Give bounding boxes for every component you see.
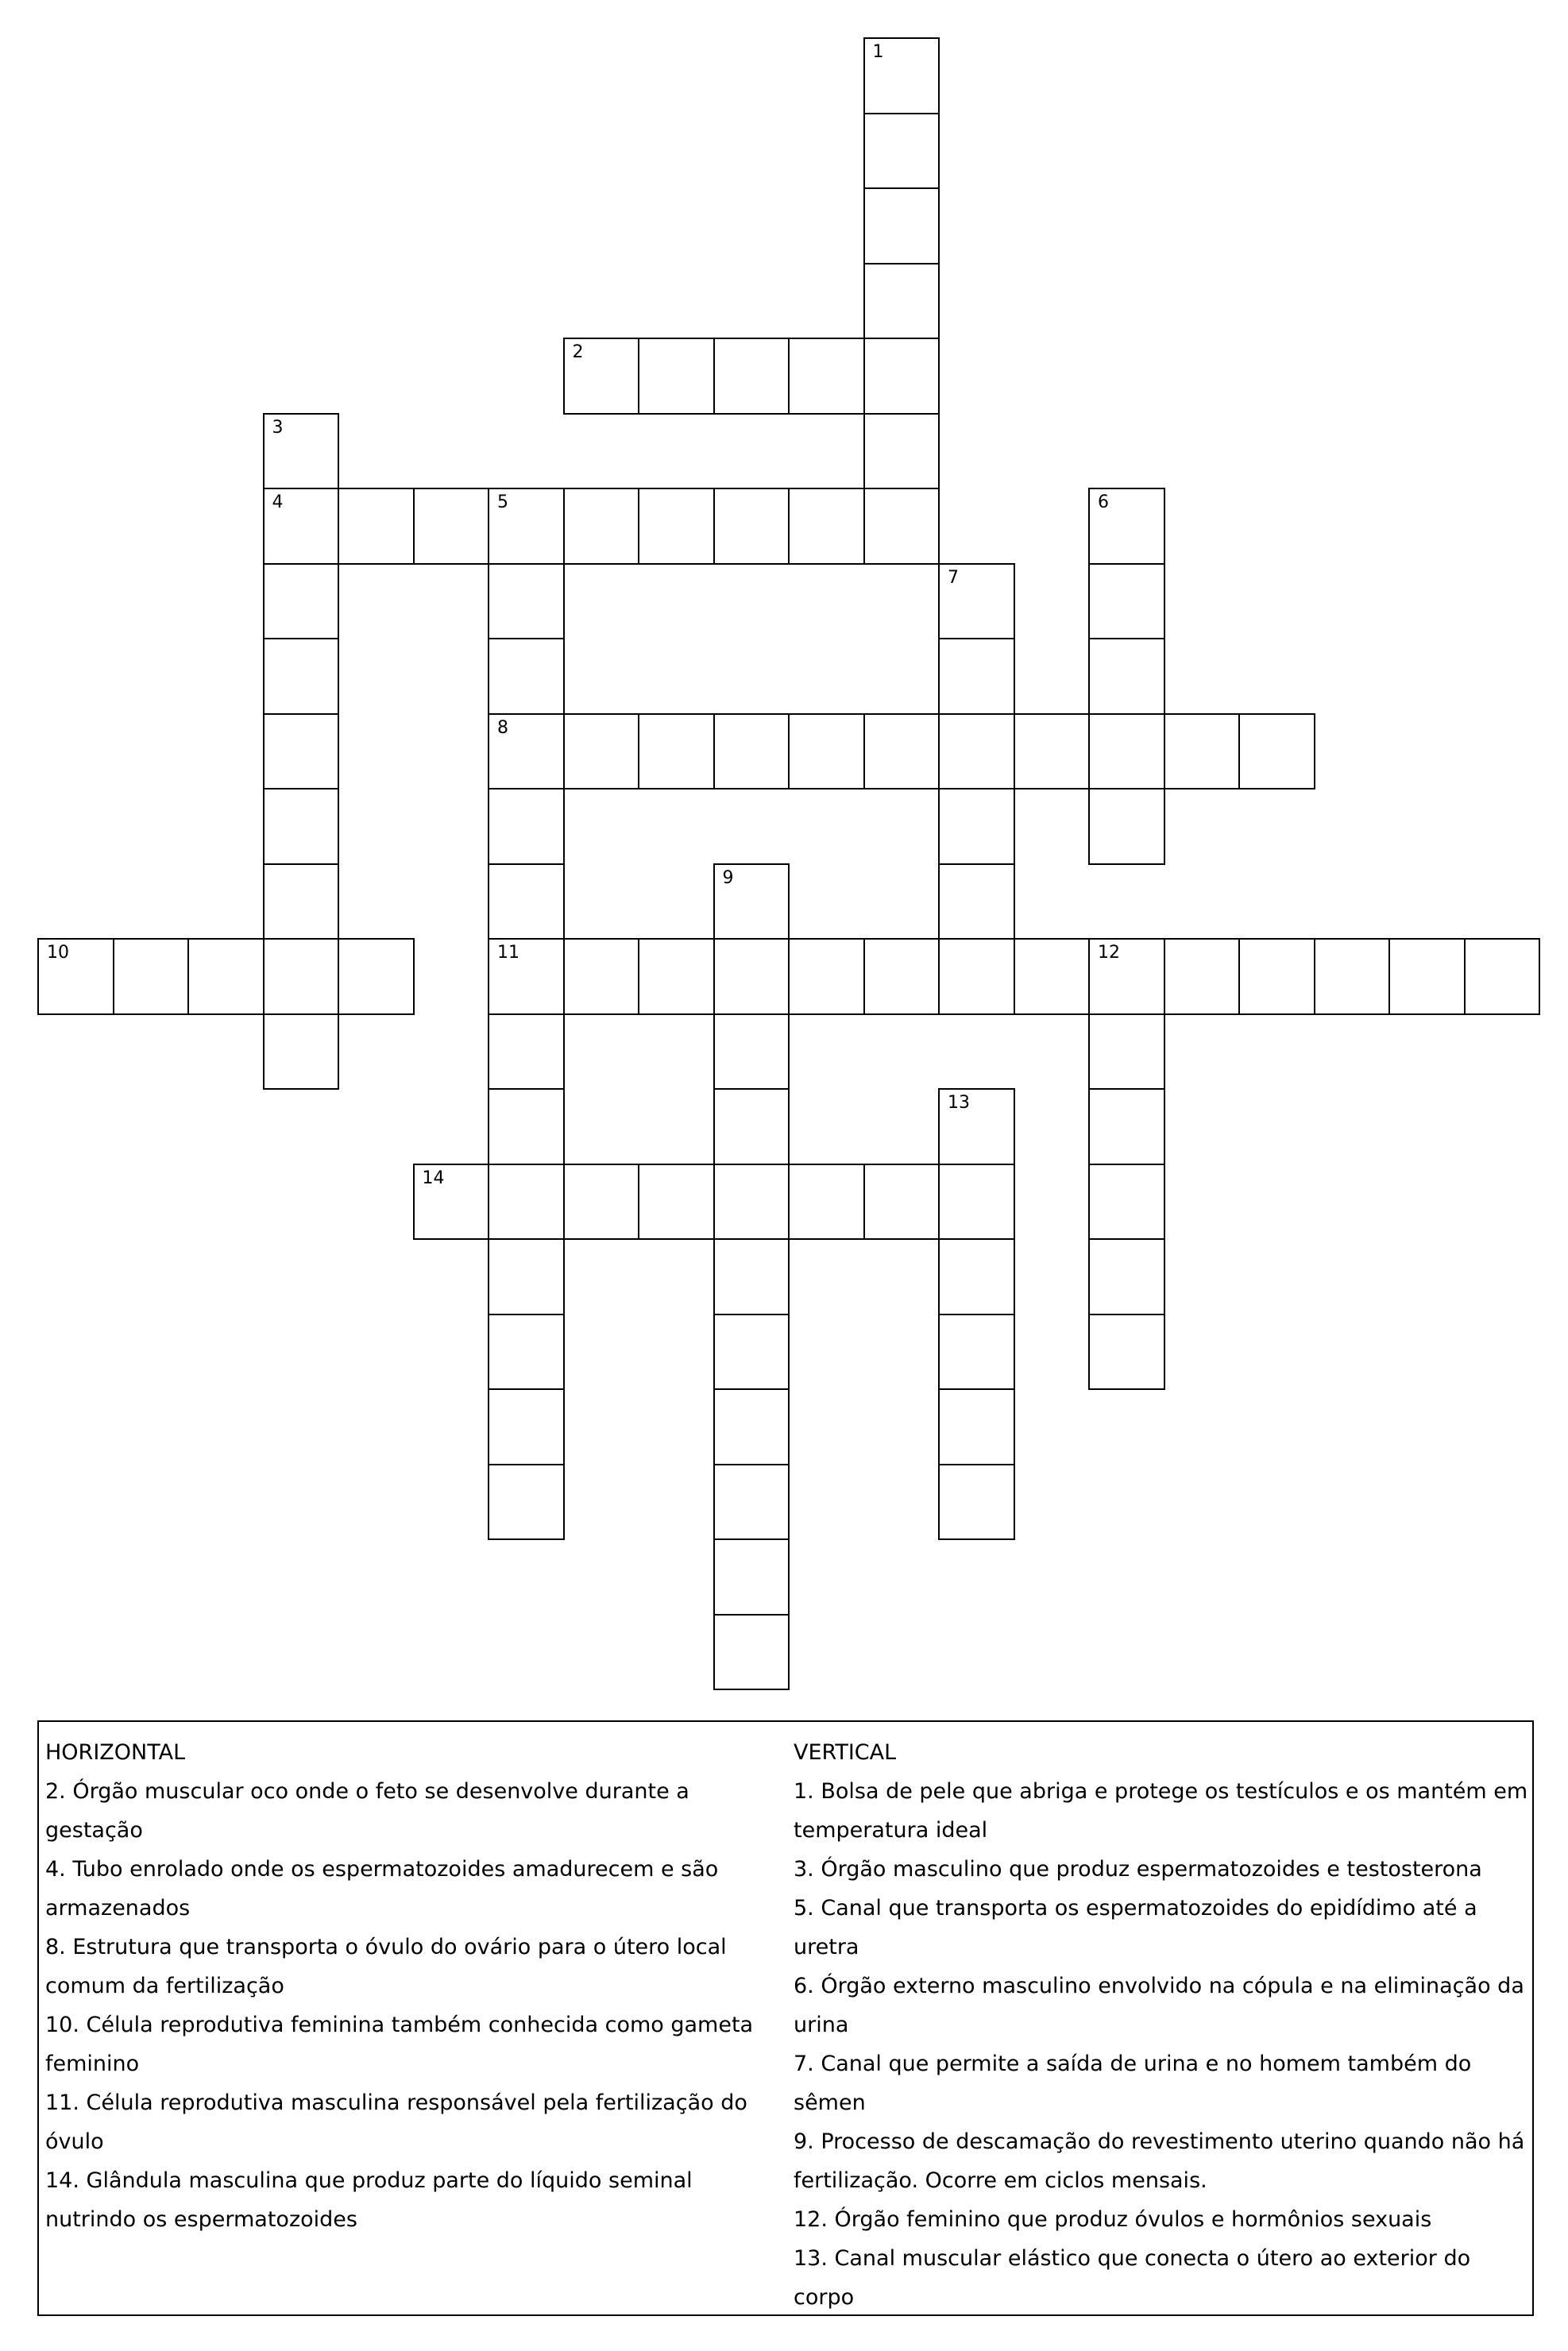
- grid-cell[interactable]: [863, 488, 940, 565]
- clue-horizontal-14: 14. Glândula masculina que produz parte do líquido seminal nutrindo os espermatozoides: [45, 2168, 693, 2232]
- vertical-clues-column: [794, 1733, 1532, 2317]
- grid-cell[interactable]: [338, 938, 415, 1015]
- grid-cell[interactable]: [713, 1013, 790, 1091]
- grid-cell[interactable]: [938, 1088, 1015, 1165]
- grid-cell[interactable]: [863, 413, 940, 490]
- grid-cell[interactable]: [788, 488, 865, 565]
- cell-number: 7: [948, 567, 959, 588]
- grid-cell[interactable]: [713, 1614, 790, 1691]
- grid-cell[interactable]: [263, 638, 340, 715]
- vertical-heading: VERTICAL: [794, 1740, 897, 1765]
- grid-cell[interactable]: [1088, 563, 1165, 640]
- grid-cell[interactable]: [713, 1164, 790, 1241]
- grid-cell[interactable]: [263, 1013, 340, 1091]
- grid-cell[interactable]: [638, 713, 715, 790]
- grid-cell[interactable]: [713, 1238, 790, 1315]
- grid-cell[interactable]: [263, 863, 340, 940]
- grid-cell[interactable]: [187, 938, 265, 1015]
- grid-cell[interactable]: [263, 713, 340, 790]
- cell-number: 6: [1098, 492, 1109, 512]
- grid-cell[interactable]: [938, 638, 1015, 715]
- grid-cell[interactable]: [263, 788, 340, 865]
- grid-cell[interactable]: [863, 938, 940, 1015]
- grid-cell[interactable]: [488, 788, 565, 865]
- grid-cell[interactable]: [1088, 638, 1165, 715]
- grid-cell[interactable]: [713, 1388, 790, 1465]
- grid-cell[interactable]: [488, 938, 565, 1015]
- grid-cell[interactable]: [713, 338, 790, 415]
- grid-cell[interactable]: [638, 938, 715, 1015]
- grid-cell[interactable]: [938, 938, 1015, 1015]
- grid-cell[interactable]: [1238, 713, 1315, 790]
- grid-cell[interactable]: [938, 1314, 1015, 1391]
- grid-cell[interactable]: [488, 1388, 565, 1465]
- grid-cell[interactable]: [1164, 938, 1241, 1015]
- cell-number: 5: [497, 492, 508, 512]
- grid-cell[interactable]: [563, 713, 640, 790]
- grid-cell[interactable]: [1088, 1164, 1165, 1241]
- grid-cell[interactable]: [113, 938, 190, 1015]
- cell-number: 2: [572, 342, 584, 362]
- grid-cell[interactable]: [563, 1164, 640, 1241]
- grid-cell[interactable]: [263, 938, 340, 1015]
- cell-number: 12: [1098, 943, 1120, 963]
- cell-number: 14: [422, 1168, 445, 1188]
- grid-cell[interactable]: [863, 713, 940, 790]
- cell-number: 9: [722, 867, 734, 888]
- grid-cell[interactable]: [713, 938, 790, 1015]
- grid-cell[interactable]: [938, 1164, 1015, 1241]
- grid-cell[interactable]: [563, 488, 640, 565]
- cell-number: 4: [272, 492, 284, 512]
- grid-cell[interactable]: [788, 938, 865, 1015]
- grid-cell[interactable]: [1014, 713, 1091, 790]
- clue-vertical-9: 9. Processo de descamação do revestimento uterino quando não há fertilização. Ocorre em ciclos mensais.: [794, 2129, 1525, 2193]
- clue-vertical-7: 7. Canal que permite a saída de urina e no homem também do sêmen: [794, 2052, 1472, 2115]
- grid-cell[interactable]: [488, 713, 565, 790]
- grid-cell[interactable]: [563, 938, 640, 1015]
- grid-cell[interactable]: [938, 713, 1015, 790]
- grid-cell[interactable]: [863, 338, 940, 415]
- grid-cell[interactable]: [863, 37, 940, 114]
- grid-cell[interactable]: [488, 488, 565, 565]
- grid-cell[interactable]: [338, 488, 415, 565]
- grid-cell[interactable]: [488, 638, 565, 715]
- grid-cell[interactable]: [713, 713, 790, 790]
- cell-number: 3: [272, 417, 284, 438]
- grid-cell[interactable]: [1014, 938, 1091, 1015]
- grid-cell[interactable]: [938, 1464, 1015, 1541]
- grid-cell[interactable]: [1314, 938, 1391, 1015]
- grid-cell[interactable]: [1388, 938, 1466, 1015]
- cell-number: 13: [948, 1093, 970, 1113]
- grid-cell[interactable]: [1088, 938, 1165, 1015]
- grid-cell[interactable]: [1088, 488, 1165, 565]
- grid-cell[interactable]: [413, 1164, 490, 1241]
- clue-vertical-1: 1. Bolsa de pele que abriga e protege os testículos e os mantém em temperatura ideal: [794, 1779, 1528, 1843]
- grid-cell[interactable]: [788, 338, 865, 415]
- grid-cell[interactable]: [713, 1088, 790, 1165]
- clue-horizontal-2: 2. Órgão muscular oco onde o feto se desenvolve durante a gestação: [45, 1779, 689, 1843]
- grid-cell[interactable]: [863, 113, 940, 190]
- grid-cell[interactable]: [488, 1464, 565, 1541]
- grid-cell[interactable]: [788, 1164, 865, 1241]
- grid-cell[interactable]: [863, 263, 940, 340]
- grid-cell[interactable]: [488, 1238, 565, 1315]
- grid-cell[interactable]: [488, 1088, 565, 1165]
- grid-cell[interactable]: [1238, 938, 1315, 1015]
- grid-cell[interactable]: [37, 938, 114, 1015]
- grid-cell[interactable]: [638, 338, 715, 415]
- grid-cell[interactable]: [1088, 788, 1165, 865]
- grid-cell[interactable]: [713, 1538, 790, 1616]
- clue-horizontal-10: 10. Célula reprodutiva feminina também conhecida como gameta feminino: [45, 2013, 754, 2076]
- grid-cell[interactable]: [488, 1314, 565, 1391]
- grid-cell[interactable]: [863, 1164, 940, 1241]
- grid-cell[interactable]: [1088, 1314, 1165, 1391]
- grid-cell[interactable]: [263, 413, 340, 490]
- grid-cell[interactable]: [713, 1314, 790, 1391]
- grid-cell[interactable]: [713, 863, 790, 940]
- grid-cell[interactable]: [938, 1388, 1015, 1465]
- clue-vertical-12: 12. Órgão feminino que produz óvulos e hormônios sexuais: [794, 2207, 1432, 2232]
- grid-cell[interactable]: [938, 788, 1015, 865]
- grid-cell[interactable]: [1464, 938, 1541, 1015]
- clue-vertical-3: 3. Órgão masculino que produz espermatozoides e testosterona: [794, 1857, 1482, 1882]
- grid-cell[interactable]: [263, 488, 340, 565]
- clue-vertical-13: 13. Canal muscular elástico que conecta o útero ao exterior do corpo: [794, 2246, 1471, 2310]
- grid-cell[interactable]: [563, 338, 640, 415]
- grid-cell[interactable]: [1088, 1238, 1165, 1315]
- grid-cell[interactable]: [1088, 1013, 1165, 1091]
- grid-cell[interactable]: [638, 488, 715, 565]
- horizontal-heading: HORIZONTAL: [45, 1740, 186, 1765]
- cell-number: 10: [47, 943, 69, 963]
- grid-cell[interactable]: [713, 1464, 790, 1541]
- cell-number: 1: [872, 42, 884, 62]
- grid-cell[interactable]: [488, 1013, 565, 1091]
- clue-horizontal-11: 11. Célula reprodutiva masculina responsável pela fertilização do óvulo: [45, 2090, 747, 2154]
- grid-cell[interactable]: [488, 563, 565, 640]
- clue-horizontal-8: 8. Estrutura que transporta o óvulo do ovário para o útero local comum da fertilização: [45, 1935, 727, 1998]
- grid-cell[interactable]: [938, 1238, 1015, 1315]
- horizontal-clues-column: [45, 1733, 788, 2239]
- grid-cell[interactable]: [488, 863, 565, 940]
- grid-cell[interactable]: [413, 488, 490, 565]
- cell-number: 11: [497, 943, 519, 963]
- grid-cell[interactable]: [488, 1164, 565, 1241]
- grid-cell[interactable]: [1088, 713, 1165, 790]
- clue-vertical-5: 5. Canal que transporta os espermatozoides do epidídimo até a uretra: [794, 1896, 1477, 1959]
- clues-panel: [37, 1720, 1534, 2316]
- grid-cell[interactable]: [638, 1164, 715, 1241]
- grid-cell[interactable]: [263, 563, 340, 640]
- grid-cell[interactable]: [938, 563, 1015, 640]
- grid-cell[interactable]: [863, 187, 940, 264]
- grid-cell[interactable]: [1164, 713, 1241, 790]
- grid-cell[interactable]: [938, 863, 1015, 940]
- clue-horizontal-4: 4. Tubo enrolado onde os espermatozoides amadurecem e são armazenados: [45, 1857, 719, 1921]
- clue-vertical-6: 6. Órgão externo masculino envolvido na cópula e na eliminação da urina: [794, 1974, 1524, 2037]
- grid-cell[interactable]: [713, 488, 790, 565]
- grid-cell[interactable]: [788, 713, 865, 790]
- cell-number: 8: [497, 717, 508, 738]
- grid-cell[interactable]: [1088, 1088, 1165, 1165]
